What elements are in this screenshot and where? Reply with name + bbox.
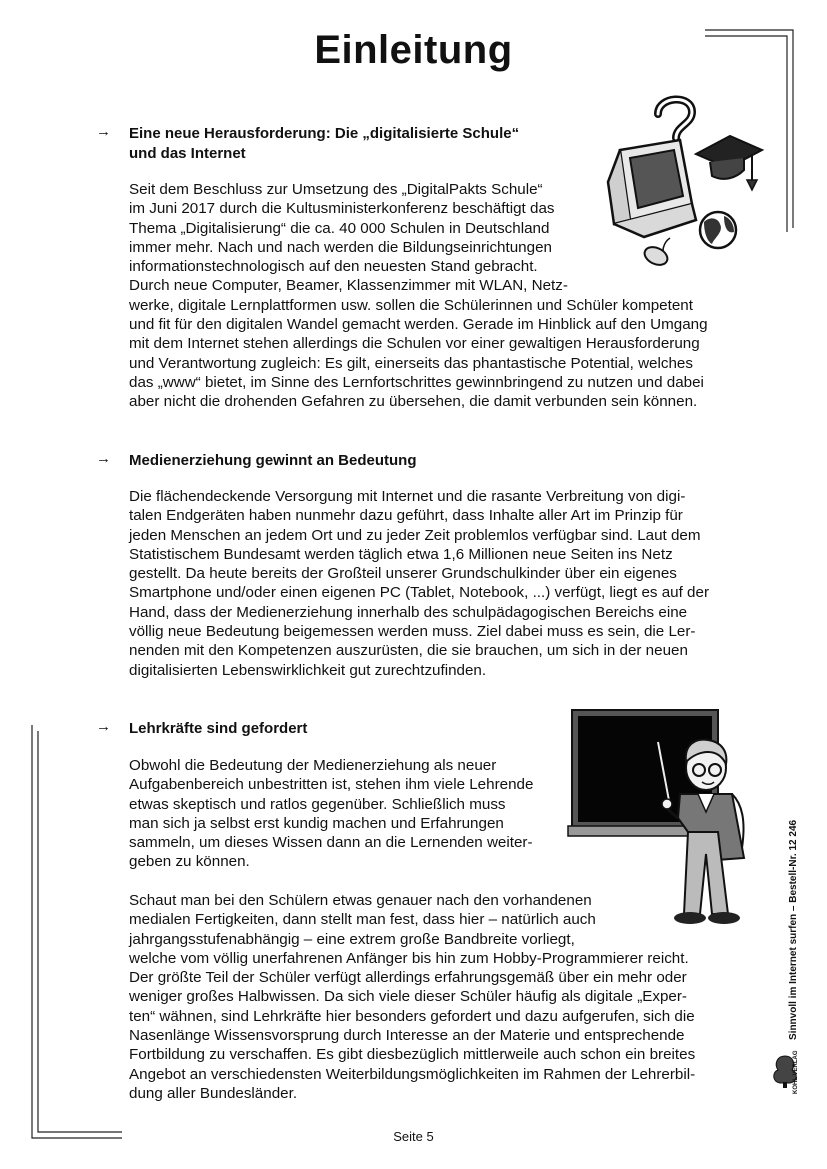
text-line: Der größte Teil der Schüler verfügt allerdings erfahrungsgemäß über ein mehr oder: [129, 969, 687, 987]
publisher-logo-text: KOHL VERLAG: [793, 1050, 799, 1094]
text-line: das „www“ bietet, im Sinne des Lernfortschrittes gewinnbringend zu nutzen und dabei: [129, 373, 704, 391]
text-line: Hand, dass der Medienerziehung innerhalb des schulpädagogischen Bereichs eine: [129, 603, 688, 621]
section-heading: [129, 451, 417, 471]
text-line: und Verantwortung zugleich: Es gilt, einerseits das phantastische Potential, welches: [129, 354, 693, 372]
text-line: digitalisierten Lebenswirklichkeit gut zurechtzufinden.: [129, 661, 487, 679]
text-line: Smartphone und/oder einen eigenen PC (Tablet, Notebook, ...) verfügt, liegt es auf der: [129, 584, 710, 602]
text-line: Statistischem Bundesamt werden täglich etwa 1,6 Millionen neue Seiten ins Netz: [129, 545, 673, 563]
text-line: völlig neue Bedeutung beigemessen werden muss. Ziel dabei muss es sein, die Ler-: [129, 623, 696, 641]
text-line: Aufgabenbereich unbestritten ist, stehen ihm viele Lehrende: [129, 776, 534, 794]
text-line: dung aller Bundesländer.: [129, 1084, 298, 1102]
heading-line: Eine neue Herausforderung: Die „digitalisierte Schule“: [129, 125, 520, 142]
section-paragraph: [129, 756, 533, 872]
mouse-icon: [642, 238, 671, 268]
arrow-icon: →: [96, 718, 111, 735]
page-title: Einleitung: [314, 28, 513, 72]
text-line: geben zu können.: [129, 853, 250, 871]
text-line: medialen Fertigkeiten, dann stellt man fest, dass hier – natürlich auch: [129, 911, 596, 929]
text-line: informationstechnologisch auf den neuesten Stand gebracht.: [129, 258, 538, 276]
globe-icon: [700, 212, 736, 248]
text-line: Die flächendeckende Versorgung mit Internet und die rasante Verbreitung von digi-: [129, 488, 686, 505]
text-line: talen Endgeräten haben nunmehr dazu geführt, dass Inhalte aller Art im Prinzip für: [129, 507, 683, 525]
text-line: Schaut man bei den Schülern etwas genauer nach den vorhandenen: [129, 892, 592, 909]
graduation-cap-icon: [696, 136, 762, 190]
text-line: Fortbildung zu verschaffen. Es gibt diesbezüglich mittlerweile auch schon ein breites: [129, 1046, 696, 1064]
text-line: immer mehr. Nach und nach werden die Bildungseinrichtungen: [129, 238, 552, 256]
text-line: aber nicht die drohenden Gefahren zu übersehen, die damit verbunden sein können.: [129, 393, 698, 411]
text-line: Durch neue Computer, Beamer, Klassenzimmer mit WLAN, Netz-: [129, 277, 568, 295]
page-corner-decoration: [26, 725, 126, 1145]
section-heading: [129, 719, 307, 739]
computer-illustration: [600, 92, 775, 272]
text-line: nenden mit den Kompetenzen auszurüsten, die sie brauchen, um sich in der neuen: [129, 642, 688, 660]
text-line: Nasenlänge Wissensvorsprung durch Interesse an der Materie und entsprechende: [129, 1027, 685, 1045]
heading-line: und das Internet: [129, 144, 246, 162]
text-line: gestellt. Da heute bereits der Großteil unserer Grundschulkinder über ein eigenes: [129, 565, 677, 583]
section-heading: [129, 124, 519, 163]
text-line: im Juni 2017 durch die Kultusministerkonferenz beschäftigt das: [129, 200, 555, 218]
heading-line: Lehrkräfte sind gefordert: [129, 720, 308, 737]
text-line: jahrgangsstufenabhängig – eine extrem große Bandbreite vorliegt,: [129, 930, 575, 948]
page-number: Seite 5: [393, 1129, 434, 1144]
text-line: ten“ wähnen, sind Lehrkräfte hier besonders gefordert und dazu aufgerufen, sich die: [129, 1007, 695, 1025]
monitor-icon: [608, 140, 696, 237]
arrow-icon: →: [96, 123, 111, 140]
heading-line: Medienerziehung gewinnt an Bedeutung: [129, 452, 417, 469]
arrow-icon: →: [96, 450, 111, 467]
text-line: Seit dem Beschluss zur Umsetzung des „DigitalPakts Schule“: [129, 181, 543, 198]
text-line: etwas skeptisch und ratlos gegenüber. Schließlich muss: [129, 795, 506, 813]
text-line: mit dem Internet stehen allerdings die Schulen vor einer gewaltigen Herausforderung: [129, 335, 700, 353]
text-line: werke, digitale Lernplattformen usw. sollen die Schülerinnen und Schüler kompetent: [129, 296, 693, 314]
teacher-blackboard-illustration: [566, 708, 751, 930]
section-paragraph: [129, 487, 709, 680]
text-line: Thema „Digitalisierung“ die ca. 40 000 Schulen in Deutschland: [129, 219, 550, 237]
text-line: weniger großes Halbwissen. Da sich viele dieser Schüler häufig als digitale „Exper-: [129, 988, 687, 1006]
text-line: und fit für den digitalen Wandel gemacht werden. Gerade im Hinblick auf den Umgang: [129, 316, 708, 334]
text-line: Obwohl die Bedeutung der Medienerziehung als neuer: [129, 757, 497, 774]
text-line: Angebot an verschiedensten Weiterbildungsmöglichkeiten im Rahmen der Lehrerbil-: [129, 1065, 696, 1083]
side-publication-label: Sinnvoll im Internet surfen – Bestell-Nr. 12 246: [788, 819, 799, 1040]
text-line: welche vom völlig unerfahrenen Anfänger bis hin zum Hobby-Programmierer reicht.: [129, 949, 689, 967]
text-line: jeden Menschen an jedem Ort und zu jeder Zeit problemlos verfügbar sind. Laut dem: [129, 526, 701, 544]
text-line: sammeln, um dieses Wissen dann an die Lernenden weiter-: [129, 834, 533, 852]
text-line: man sich ja selbst erst kundig machen und Erfahrungen: [129, 814, 504, 832]
